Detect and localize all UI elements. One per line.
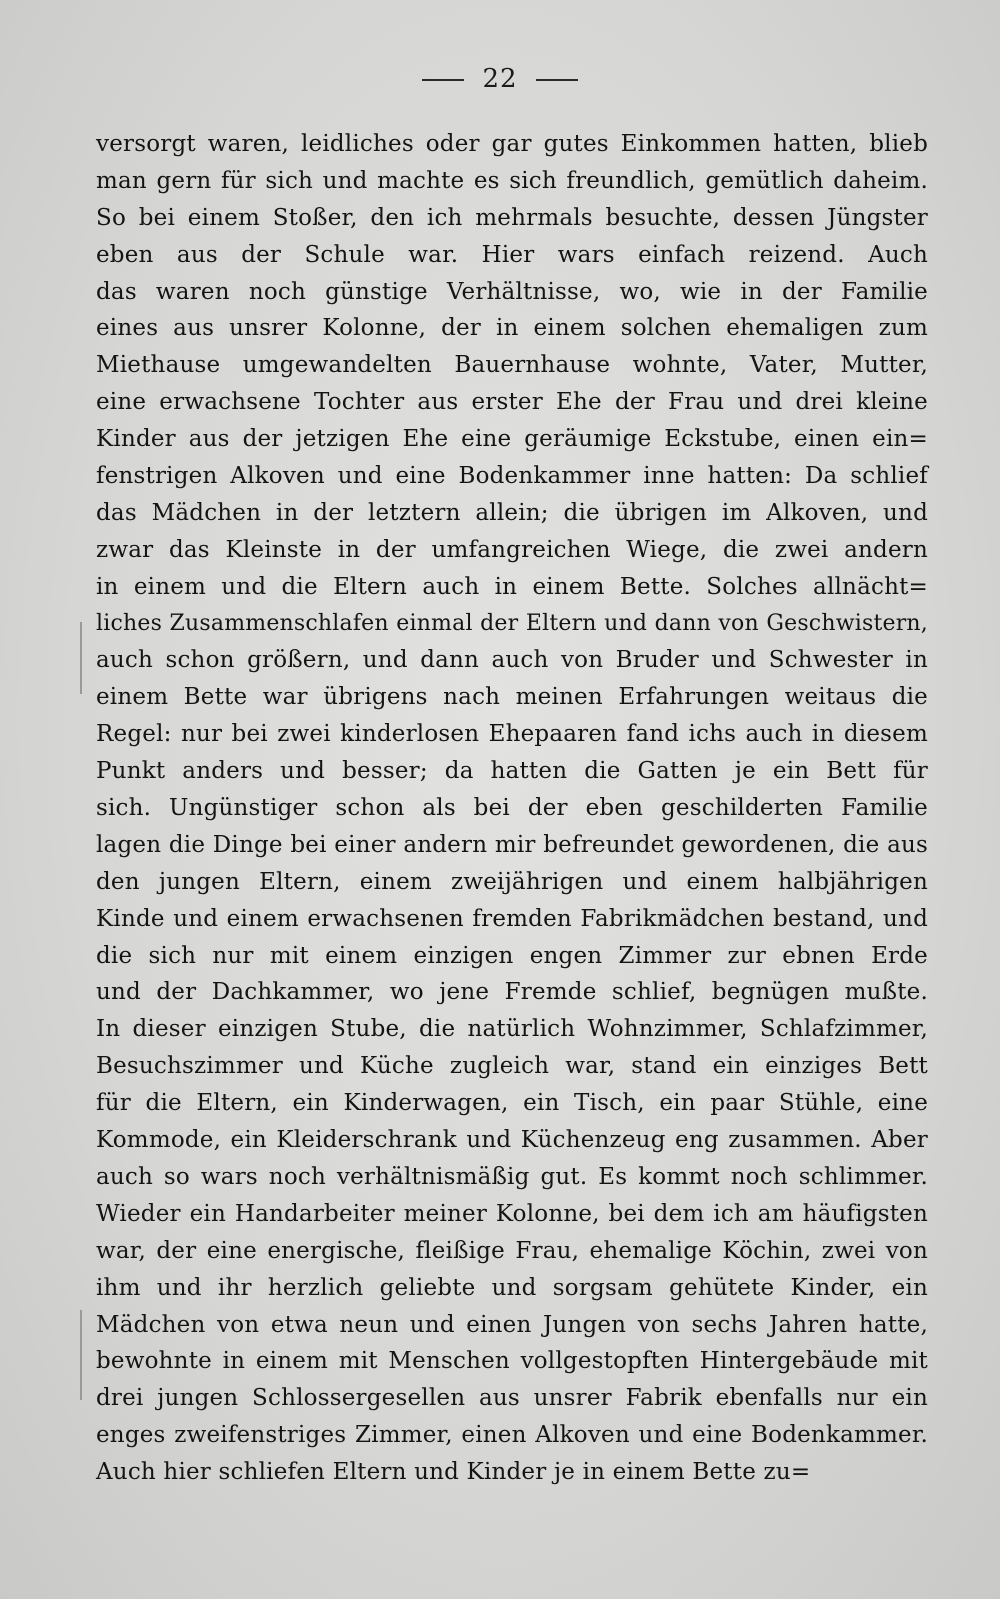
text-line: war, der eine energische, fleißige Frau, ehemalige Köchin, zwei von (96, 1237, 928, 1264)
text-line: man gern für sich und machte es sich freundlich, gemütlich daheim. (96, 167, 928, 194)
text-line: Auch hier schliefen Eltern und Kinder je in einem Bette zu= (96, 1459, 811, 1486)
text-line: auch schon größern, und dann auch von Bruder und Schwester in (96, 647, 928, 674)
text-line: Punkt anders und besser; da hatten die Gatten je ein Bett für (96, 758, 928, 785)
body-text (96, 126, 928, 1491)
margin-mark-upper (80, 622, 82, 694)
text-line: In dieser einzigen Stube, die natürlich Wohnzimmer, Schlafzimmer, (96, 1016, 928, 1043)
text-line: enges zweifenstriges Zimmer, einen Alkoven und eine Bodenkammer. (96, 1422, 928, 1449)
page-number: 22 (482, 64, 518, 94)
text-line: zwar das Kleinste in der umfangreichen Wiege, die zwei andern (96, 536, 928, 563)
text-line: Besuchszimmer und Küche zugleich war, stand ein einziges Bett (96, 1053, 928, 1080)
text-line: bewohnte in einem mit Menschen vollgestopften Hintergebäude mit (96, 1348, 928, 1375)
text-line: Regel: nur bei zwei kinderlosen Ehepaaren fand ichs auch in diesem (96, 721, 928, 748)
text-line: auch so wars noch verhältnismäßig gut. Es kommt noch schlimmer. (96, 1163, 928, 1190)
text-line: das Mädchen in der letztern allein; die übrigen im Alkoven, und (96, 499, 928, 526)
text-line: sich. Ungünstiger schon als bei der eben geschilderten Familie (96, 795, 928, 822)
text-line: eines aus unsrer Kolonne, der in einem solchen ehemaligen zum (96, 315, 928, 342)
text-line: liches Zusammenschlafen einmal der Eltern und dann von Geschwistern, (96, 610, 928, 636)
text-line: und der Dachkammer, wo jene Fremde schlief, begnügen mußte. (96, 979, 928, 1006)
text-line: Kinde und einem erwachsenen fremden Fabrikmädchen bestand, und (96, 905, 928, 932)
text-line: Mädchen von etwa neun und einen Jungen von sechs Jahren hatte, (96, 1311, 928, 1338)
text-line: Kinder aus der jetzigen Ehe eine geräumige Eckstube, einen ein= (96, 426, 928, 453)
text-line: die sich nur mit einem einzigen engen Zimmer zur ebnen Erde (96, 942, 928, 969)
text-line: So bei einem Stoßer, den ich mehrmals besuchte, dessen Jüngster (96, 204, 928, 231)
text-line: für die Eltern, ein Kinderwagen, ein Tisch, ein paar Stühle, eine (96, 1090, 928, 1117)
text-line: drei jungen Schlossergesellen aus unsrer Fabrik ebenfalls nur ein (96, 1385, 928, 1412)
text-line: das waren noch günstige Verhältnisse, wo, wie in der Familie (96, 278, 928, 305)
text-line: Miethause umgewandelten Bauernhause wohnte, Vater, Mutter, (96, 352, 928, 379)
right-dash (536, 79, 578, 81)
margin-mark-lower (80, 1310, 82, 1400)
text-line: fenstrigen Alkoven und eine Bodenkammer inne hatten: Da schlief (96, 463, 928, 490)
page-header (0, 64, 1000, 94)
text-line: Wieder ein Handarbeiter meiner Kolonne, bei dem ich am häufigsten (96, 1200, 928, 1227)
text-line: Kommode, ein Kleiderschrank und Küchenzeug eng zusammen. Aber (96, 1127, 928, 1154)
text-line: eine erwachsene Tochter aus erster Ehe der Frau und drei kleine (96, 389, 928, 416)
left-dash (422, 79, 464, 81)
text-line: in einem und die Eltern auch in einem Bette. Solches allnächt= (96, 573, 928, 600)
text-line: eben aus der Schule war. Hier wars einfach reizend. Auch (96, 241, 928, 268)
text-line: einem Bette war übrigens nach meinen Erfahrungen weitaus die (96, 684, 928, 711)
text-line: versorgt waren, leidliches oder gar gutes Einkommen hatten, blieb (96, 131, 928, 157)
text-line: den jungen Eltern, einem zweijährigen und einem halbjährigen (96, 868, 928, 895)
text-line: ihm und ihr herzlich geliebte und sorgsam gehütete Kinder, ein (96, 1274, 928, 1301)
text-line: lagen die Dinge bei einer andern mir befreundet gewordenen, die aus (96, 831, 928, 858)
